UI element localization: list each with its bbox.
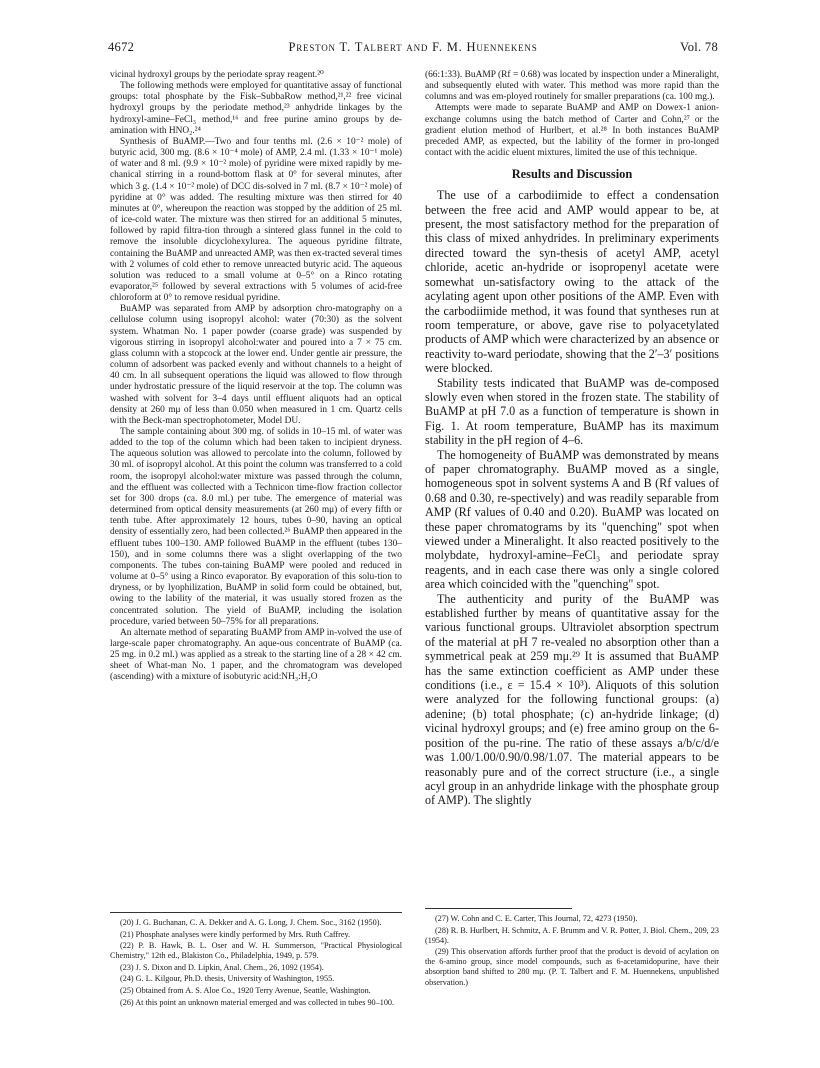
- page-number: 4672: [108, 40, 135, 54]
- footnote: (24) G. L. Kilgour, Ph.D. thesis, University of Washington, 1955.: [120, 974, 335, 984]
- paragraph: An alternate method of separating BuAMP from AMP in-volved the use of large-scale paper chromatography. An aque-ous concentrate of BuAMP (ca. 25 mg. in 0.2 ml.) was applied as a streak to the starting line of a 28 × 42 cm. sheet of What-man No. 1 paper, and the chromatogram was developed (ascending) with a mixture of isobutyric acid:NH₃:H₂O: [110, 627, 402, 683]
- paragraph: Stability tests indicated that BuAMP was de-composed slowly even when stored in the frozen state. The stability of BuAMP at pH 7.0 as a function of temperature is shown in Fig. 1. At room temperature, BuAMP has its maximum stability in the pH region of 4–6.: [425, 375, 719, 448]
- footnote: (27) W. Cohn and C. E. Carter, This Journal, 72, 4273 (1950).: [435, 914, 638, 923]
- footnote: (23) J. S. Dixon and D. Lipkin, Anal. Chem., 26, 1092 (1954).: [120, 962, 324, 972]
- footnote: (29) This observation affords further proof that the product is devoid of acylation on the 6-amino group, since model compounds, such as 6-acetamidopurine, have their absorption band shifted to 280 mμ. (P. T. Talbert and F. M. Huennekens, unpublished observation.): [425, 947, 719, 987]
- paragraph: vicinal hydroxyl groups by the periodate spray reagent.²⁰: [110, 70, 324, 80]
- footnote: (21) Phosphate analyses were kindly performed by Mrs. Ruth Caffrey.: [120, 929, 351, 939]
- footnote: (28) R. B. Hurlbert, H. Schmitz, A. F. Brumm and V. R. Potter, J. Biol. Chem., 209, 23 (1954).: [425, 925, 719, 945]
- footnote: (26) At this point an unknown material emerged and was collected in tubes 90–100.: [120, 997, 395, 1007]
- right-column-body: [425, 70, 719, 808]
- volume-label: Vol. 78: [680, 40, 718, 54]
- paragraph: The sample containing about 300 mg. of solids in 10–15 ml. of water was added to the top of the column which had been taken to incipient dryness. The aqueous solution was allowed to percolate into the column, followed by 30 ml. of isopropyl alcohol. At this point the column was transferred to a cold room, the isopropyl alcohol:water mixture was passed through the column, and the effluent was collected with a Technicon time-flow fraction collector set for 300 drops (ca. 8.0 ml.) per tube. The emergence of material was determined from optical density measurements (at 260 mμ) of every fifth or tenth tube. After approximately 12 hours, tubes 0–90, having an optical density of essentially zero, had been collected.²⁶ BuAMP then appeared in the effluent tubes 100–130. AMP followed BuAMP in the effluent (tubes 130–150), and in some columns there was a slight overlapping of the two components. The tubes con-taining BuAMP were pooled and reduced in volume at 0–5° using a Rinco evaporator. By evaporation of this solu-tion to dryness, or by lyophilization, BuAMP in solid form could be obtained, but, owing to the lability of the material, it was usually stored frozen as the concentrated solution. The yield of BuAMP, including the isolation procedure, varied between 50–75% for all preparations.: [110, 427, 402, 627]
- paragraph: The use of a carbodiimide to effect a condensation between the free acid and AMP would appear to be, at present, the most satisfactory method for the preparation of this class of mixed anhydrides. In preliminary experiments directed toward the syn-thesis of acetyl AMP, acetyl chloride, acetic an-hydride or isopropenyl acetate were somewhat un-satisfactory owing to the attack of the acylating agent upon other positions of the AMP. Even with the carbodiimide method, it was found that syntheses run at room temperature, or above, gave rise to polyacetylated products of AMP which were characterized by an absence or reactivity to-ward periodate, showing that the 2′–3′ positions were blocked.: [425, 188, 719, 376]
- footnote-divider: [425, 908, 572, 909]
- left-footnotes: [110, 906, 402, 1009]
- running-title: Preston T. Talbert and F. M. Huennekens: [288, 40, 538, 54]
- footnote: (25) Obtained from A. S. Aloe Co., 1920 Terry Avenue, Seattle, Washington.: [120, 986, 371, 996]
- paragraph: The following methods were employed for quantitative assay of functional groups: total phosphate by the Fisk–SubbaRow method,²¹,²² free vicinal hydroxyl groups by the periodate method,²³ anhydride linkages by the hydroxyl-amine–FeCl₃ method,¹⁶ and free purine amino groups by de-amination with HNO₂.²⁴: [110, 81, 402, 136]
- page-header: [108, 40, 718, 56]
- footnote: (22) P. B. Hawk, B. L. Oser and W. H. Summerson, "Practical Physiological Chemistry," 12th ed., Blakiston Co., Philadelphia, 1949, p. 579.: [110, 941, 402, 961]
- footnote-divider: [110, 912, 402, 913]
- right-footnotes: [425, 902, 719, 989]
- results-discussion: [425, 188, 719, 807]
- right-intro: [425, 70, 719, 159]
- footnote: (20) J. G. Buchanan, C. A. Dekker and A. G. Long, J. Chem. Soc., 3162 (1950).: [120, 918, 382, 927]
- left-column-body: [110, 70, 402, 684]
- section-heading: Results and Discussion: [511, 167, 633, 182]
- paragraph: The authenticity and purity of the BuAMP was established further by means of quantitative assay for the various functional groups. Ultraviolet absorption spectrum of the material at pH 7 re-vealed no absorption other than a symmetrical peak at 259 mμ.²⁹ It is assumed that BuAMP has the same extinction coefficient as AMP under these conditions (i.e., ε = 15.4 × 10³). Aliquots of this solution were analyzed for the following functional groups: (a) adenine; (b) total phosphate; (c) an-hydride linkage; (d) vicinal hydroxyl groups; and (e) free amino group on the 6-position of the pu-rine. The ratio of these assays a/b/c/d/e was 1.00/1.00/0.90/0.98/1.07. The material appears to be reasonably pure and of the correct structure (i.e., a single acyl group in an anhydride linkage with the phosphate group of AMP). The slightly: [425, 591, 719, 808]
- paragraph: Attempts were made to separate BuAMP and AMP on Dowex-1 anion-exchange columns using the batch method of Carter and Cohn,²⁷ or the gradient elution method of Hurlbert, et al.²⁸ In both instances BuAMP preceded AMP, as expected, but the lability of the former in pro-longed contact with the acidic eluent mixtures, limited the use of this technique.: [425, 103, 719, 159]
- paragraph: (66:1:33). BuAMP (Rf = 0.68) was located by inspection under a Mineralight, and subsequently eluted with water. This method was more rapid than the columns and was em-ployed routinely for smaller preparations (ca. 100 mg.).: [425, 70, 719, 103]
- paragraph: BuAMP was separated from AMP by adsorption chro-matography on a cellulose column using isopropyl alcohol: water (70:30) as the solvent system. Whatman No. 1 paper powder (coarse grade) was suspended by vigorous stirring in isopropyl alcohol:water and poured into a 7 × 75 cm. glass column with a stopcock at the lower end. Under gentle air pressure, the column of adsorbent was packed evenly and without channels to a height of 40 cm. In all subsequent operations the liquid was allowed to flow through under hydrostatic pressure of the liquid reservoir at the top. The column was washed with solvent for 3–4 days until effluent aliquots had an optical density at 260 mμ of less than 0.050 when measured in 1 cm. Quartz cells with the Beck-man spectrophotometer, Model DU.: [110, 304, 402, 426]
- paragraph: Synthesis of BuAMP.—Two and four tenths ml. (2.6 × 10⁻² mole) of butyric acid, 300 mg. (8.6 × 10⁻⁴ mole) of AMP, 2.4 ml. (1.33 × 10⁻¹ mole) of water and 8 ml. (9.9 × 10⁻² mole) of pyridine were mixed rapidly by me-chanical stirring in a round-bottom flask at 0° for several minutes, after which 3 g. (1.4 × 10⁻² mole) of DCC dis-solved in 7 ml. (8.7 × 10⁻² mole) of pyridine at 0° was added. The resulting mixture was then stirred for 40 minutes at 0°, whereupon the reaction was stopped by the addition of 25 ml. of ice-cold water. The mixture was then stirred for an additional 5 minutes, followed by rapid filtra-tion through a sintered glass funnel in the cold to remove the insoluble dicyclohexylurea. The aqueous pyridine filtrate, containing the BuAMP and unreacted AMP, was then ex-tracted several times with 2 volumes of cold ether to remove unreacted butyric acid. The aqueous solution was reduced to a small volume at 0–5° on a Rinco rotating evaporator,²⁵ followed by several extractions with 5 volumes of acid-free chloroform at 0° to remove residual pyridine.: [110, 136, 402, 304]
- paragraph: The homogeneity of BuAMP was demonstrated by means of paper chromatography. BuAMP moved as a single, homogeneous spot in solvent systems A and B (Rf values of 0.68 and 0.30, re-spectively) and was readily separable from AMP (Rf values of 0.40 and 0.20). BuAMP was located on these paper chromatograms by its "quenching" spot when viewed under a Mineralight. It also reacted positively to the molybdate, hydroxyl-amine–FeCl₃ and periodate spray reagents, and in each case there was only a single colored area which coincided with the "quenching" spot.: [425, 447, 719, 592]
